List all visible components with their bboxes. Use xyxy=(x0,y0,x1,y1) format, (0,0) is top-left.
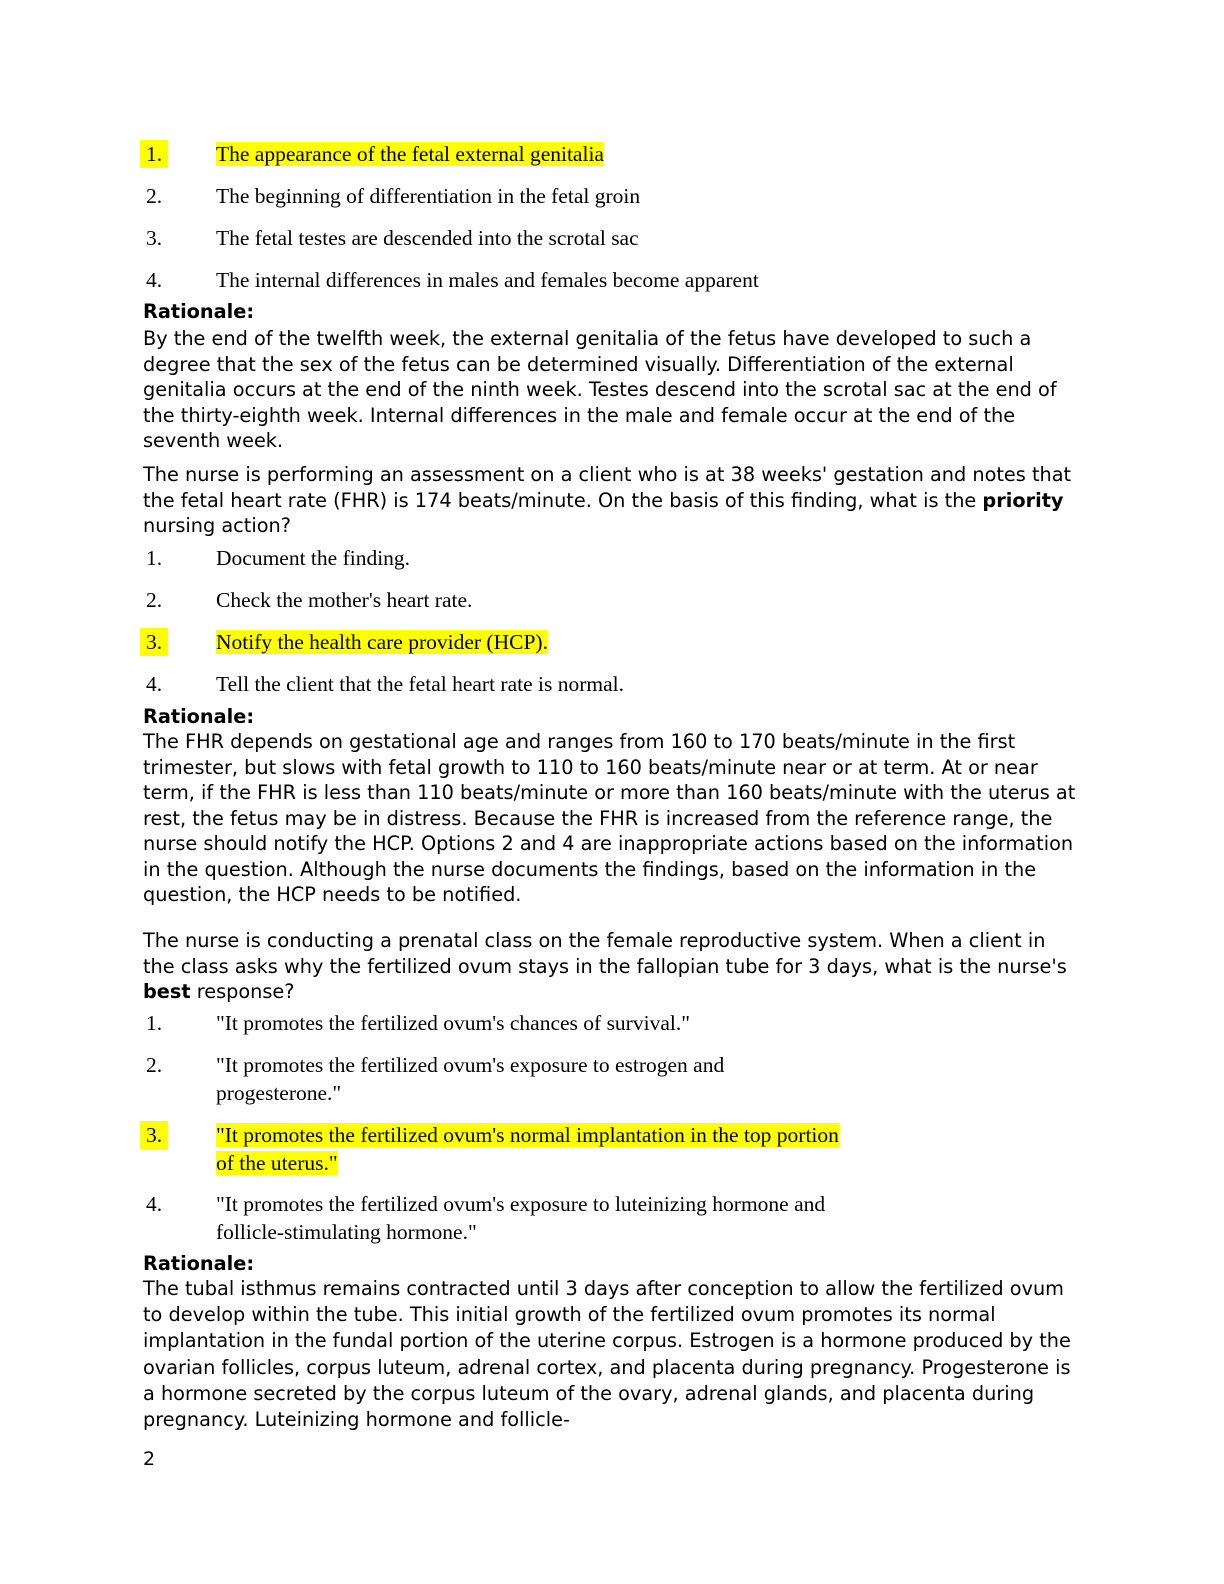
option-text-correct: "It promotes the fertilized ovum's normal implantation in the top portion xyxy=(216,1123,839,1147)
q3-stem-emphasis: best xyxy=(143,980,191,1003)
option-text: Tell the client that the fetal heart rate is normal. xyxy=(216,672,625,696)
option-number: 2. xyxy=(146,1053,163,1077)
option-number: 1. xyxy=(140,140,168,168)
option-text-correct: Notify the health care provider (HCP). xyxy=(216,630,548,654)
option-text: The fetal testes are descended into the scrotal sac xyxy=(216,226,639,250)
option-text: The beginning of differentiation in the fetal groin xyxy=(216,184,641,208)
option-text-correct: The appearance of the fetal external genitalia xyxy=(216,142,604,166)
page-number: 2 xyxy=(143,1448,156,1470)
q2-stem-emphasis: priority xyxy=(982,488,1064,512)
option-text: Check the mother's heart rate. xyxy=(216,588,473,612)
option-number: 4. xyxy=(146,672,163,696)
q1-rationale-text: By the end of the twelfth week, the external genitalia of the fetus have developed to such a degree that the sex of the fetus can be determined visually. Differentiation of the external genitalia occurs at the end of the ninth week. Testes descend into the scrotal sac at the end of the thirty-eighth week. Internal differences in the male and female occur at the end of the seventh week. xyxy=(143,327,1057,452)
option-text: Document the finding. xyxy=(216,546,411,570)
option-number: 4. xyxy=(146,268,163,292)
q2-rationale-heading: Rationale: xyxy=(143,705,255,728)
option-text-continued: follicle-stimulating hormone." xyxy=(216,1220,477,1244)
option-text-correct-continued: of the uterus." xyxy=(216,1151,338,1175)
q1-rationale-heading: Rationale: xyxy=(143,300,255,323)
q2-stem: The nurse is performing an assessment on a client who is at 38 weeks' gestation and notes that the fetal heart rate (FHR) is 174 beats/minute. On the basis of this finding, what is the priority nursing action? xyxy=(143,463,1072,537)
option-text-continued: progesterone." xyxy=(216,1081,342,1105)
option-number: 2. xyxy=(146,184,163,208)
option-number: 3. xyxy=(140,628,168,656)
option-number: 2. xyxy=(146,588,163,612)
option-text: "It promotes the fertilized ovum's exposure to luteinizing hormone and xyxy=(216,1192,826,1216)
option-text: The internal differences in males and females become apparent xyxy=(216,268,759,292)
option-number: 1. xyxy=(146,1011,163,1035)
option-text: "It promotes the fertilized ovum's exposure to estrogen and xyxy=(216,1053,725,1077)
option-number: 1. xyxy=(146,546,163,570)
q3-stem: The nurse is conducting a prenatal class on the female reproductive system. When a client in the class asks why the fertilized ovum stays in the fallopian tube for 3 days, what is the nurse's best response? xyxy=(143,929,1067,1003)
option-text: "It promotes the fertilized ovum's chances of survival." xyxy=(216,1011,690,1035)
q2-rationale-text: The FHR depends on gestational age and ranges from 160 to 170 beats/minute in the first trimester, but slows with fetal growth to 110 to 160 beats/minute near or at term. At or near term, if the FHR is less than 110 beats/minute or more than 160 beats/minute with the uterus at rest, the fetus may be in distress. Because the FHR is increased from the reference range, the nurse should notify the HCP. Options 2 and 4 are inappropriate actions based on the information in the question. Although the nurse documents the findings, based on the information in the question, the HCP needs to be notified. xyxy=(143,730,1076,906)
option-number: 3. xyxy=(140,1121,168,1149)
option-number: 4. xyxy=(146,1192,163,1216)
q3-rationale-text: The tubal isthmus remains contracted until 3 days after conception to allow the fertilized ovum to develop within the tube. This initial growth of the fertilized ovum promotes its normal implantation in the fundal portion of the uterine corpus. Estrogen is a hormone produced by the ovarian follicles, corpus luteum, adrenal cortex, and placenta during pregnancy. Progesterone is a hormone secreted by the corpus luteum of the ovary, adrenal glands, and placenta during pregnancy. Luteinizing hormone and follicle- xyxy=(143,1277,1071,1432)
option-number: 3. xyxy=(146,226,163,250)
q3-rationale-heading: Rationale: xyxy=(143,1252,255,1275)
